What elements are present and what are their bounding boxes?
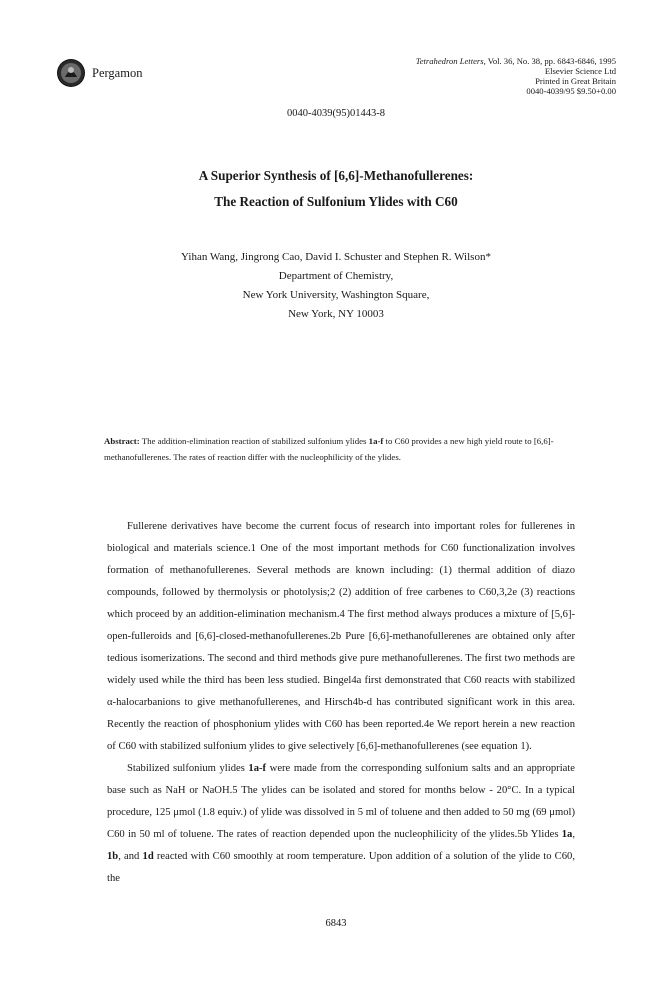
journal-header bbox=[416, 56, 616, 96]
author-department: Department of Chemistry, bbox=[278, 270, 394, 282]
p2-compound-1b: 1b bbox=[107, 851, 119, 862]
abstract-compound: 1a-f bbox=[368, 436, 384, 446]
abstract-text-a: The addition-elimination reaction of stabilized sulfonium ylides bbox=[139, 436, 369, 446]
pergamon-emblem-icon bbox=[57, 59, 85, 87]
p2-compound: 1a-f bbox=[248, 763, 267, 774]
article-title-line-2: The Reaction of Sulfonium Ylides with C60 bbox=[214, 194, 458, 209]
author-university: New York University, Washington Square, bbox=[242, 289, 430, 301]
author-names: Yihan Wang, Jingrong Cao, David I. Schuster and Stephen R. Wilson* bbox=[181, 251, 491, 263]
p2-compound-1d: 1d bbox=[142, 851, 154, 862]
abstract-text-b: to C60 provides a new high yield route to [6,6]-methanofullerenes. The rates of reaction differ with the nucleophilicity of the ylides. bbox=[104, 436, 554, 462]
publisher-name: Pergamon bbox=[92, 66, 143, 80]
p2-sep-2: , and bbox=[118, 851, 143, 862]
p2-compound-1a: 1a bbox=[561, 829, 573, 840]
author-city: New York, NY 10003 bbox=[288, 308, 384, 320]
article-title-line-1: A Superior Synthesis of [6,6]-Methanofullerenes: bbox=[198, 168, 474, 183]
abstract bbox=[104, 433, 574, 465]
publisher-line: Elsevier Science Ltd bbox=[544, 66, 616, 76]
article-identifier: 0040-4039(95)01443-8 bbox=[287, 108, 385, 119]
author-block bbox=[0, 248, 672, 324]
printed-line: Printed in Great Britain bbox=[535, 76, 616, 86]
journal-volume: Vol. 36, No. 38, pp. 6843-6846, 1995 bbox=[485, 56, 616, 66]
p2-text-b: were made from the corresponding sulfonium salts and an appropriate base such as NaH or NaOH.5 The ylides can be isolated and stored for months below - 20°C. In a typical procedure, 125 μmol (1.8 equiv.) of ylide was dissolved in 5 ml of toluene and then added to 50 mg (69 μmol) C60 in 50 ml of toluene. The rates of reaction depended upon the nucleophilicity of the ylides.5b Ylides bbox=[107, 763, 575, 840]
page-number: 6843 bbox=[325, 918, 347, 929]
p2-text-end: reacted with C60 smoothly at room temperature. Upon addition of a solution of the ylide to C60, the bbox=[107, 851, 575, 884]
body-paragraph-2 bbox=[107, 758, 575, 890]
issn-line: 0040-4039/95 $9.50+0.00 bbox=[526, 86, 616, 96]
p2-sep-1: , bbox=[572, 829, 575, 840]
body-paragraph-1: Fullerene derivatives have become the current focus of research into important roles for fullerenes in biological and materials science.1 One of the most important methods for C60 functionalization involves formation of methanofullerenes. Several methods are known including: (1) thermal addition of diazo compounds, followed by thermolysis or photolysis;2 (2) addition of free carbenes to C60,3,2e (3) reactions which proceed by an addition-elimination mechanism.4 The first method always produces a mixture of [5,6]-open-fulleroids and [6,6]-closed-methanofullerenes.2b Pure [6,6]-methanofullerenes are obtained only after tedious isomerizations. The second and third methods give pure methanofullerenes. The first two methods are widely used while the third has been less studied. Bingel4a first demonstrated that C60 reacts with stabilized α-halocarbanions to give methanofullerenes, and Hirsch4b-d has contributed significant work in this area. Recently the reaction of phosphonium ylides with C60 has been reported.4e We report herein a new reaction of C60 with stabilized sulfonium ylides to give selectively [6,6]-methanofullerenes (see equation 1). bbox=[107, 521, 575, 752]
p2-text-a: Stabilized sulfonium ylides bbox=[127, 763, 249, 774]
journal-citation bbox=[416, 56, 616, 66]
pergamon-logo-icon bbox=[57, 59, 85, 87]
journal-name: Tetrahedron Letters, bbox=[415, 56, 486, 66]
body-text bbox=[107, 516, 575, 890]
abstract-label: Abstract: bbox=[104, 436, 140, 446]
